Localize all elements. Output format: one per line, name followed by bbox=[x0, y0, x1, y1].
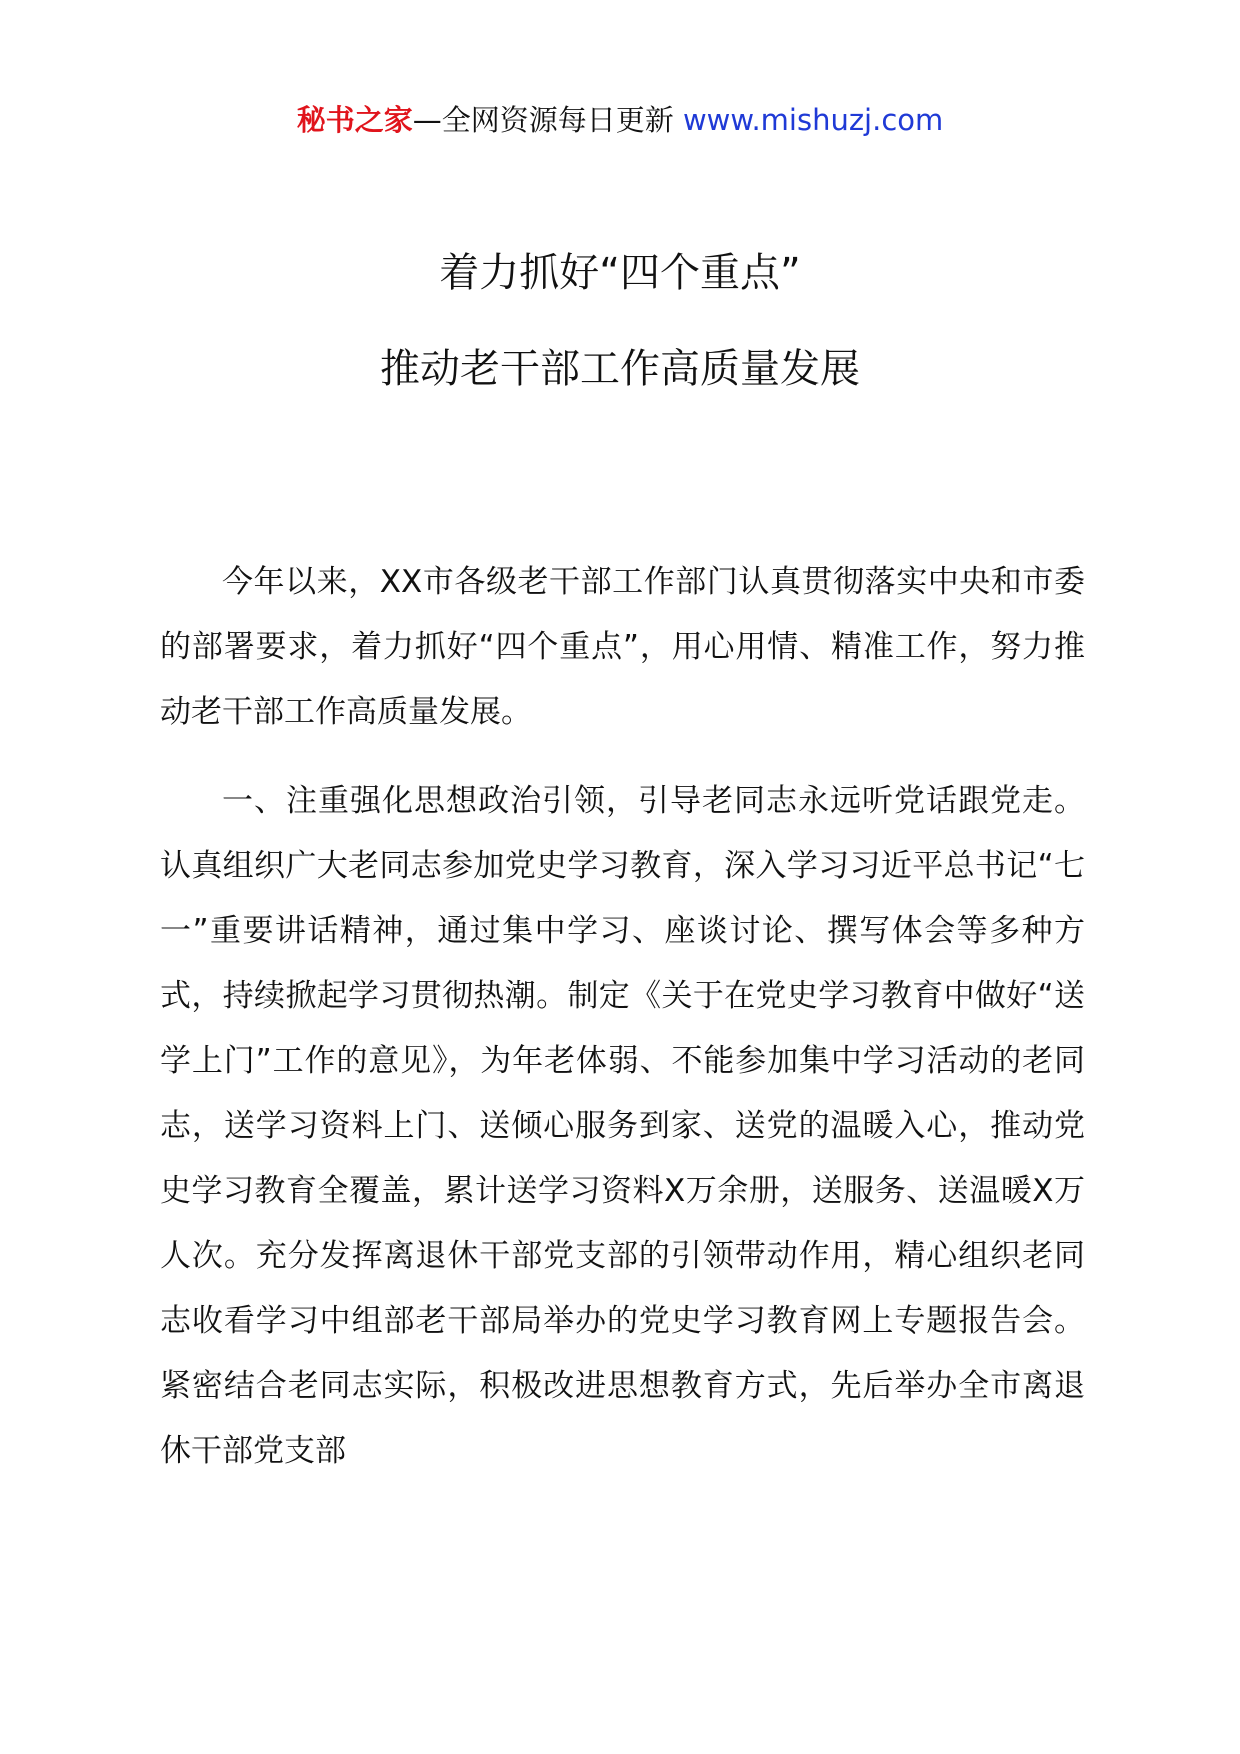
site-url-link[interactable]: www.mishuzj.com bbox=[682, 103, 944, 137]
site-header-banner bbox=[0, 100, 1240, 140]
header-tagline: —全网资源每日更新 bbox=[412, 103, 674, 137]
document-body bbox=[160, 550, 1085, 1484]
intro-paragraph: 今年以来，XX市各级老干部工作部门认真贯彻落实中央和市委的部署要求，着力抓好“四个重点”，用心用情、精准工作，努力推动老干部工作高质量发展。 bbox=[160, 564, 1085, 730]
document-title bbox=[0, 245, 1240, 397]
title-line-1: 着力抓好“四个重点” bbox=[439, 250, 801, 296]
brand-name: 秘书之家 bbox=[296, 103, 413, 137]
title-line-2: 推动老干部工作高质量发展 bbox=[380, 346, 860, 392]
section-one-paragraph: 一、注重强化思想政治引领，引导老同志永远听党话跟党走。认真组织广大老同志参加党史学习教育，深入学习习近平总书记“七一”重要讲话精神，通过集中学习、座谈讨论、撰写体会等多种方式，持续掀起学习贯彻热潮。制定《关于在党史学习教育中做好“送学上门”工作的意见》，为年老体弱、不能参加集中学习活动的老同志，送学习资料上门、送倾心服务到家、送党的温暖入心，推动党史学习教育全覆盖，累计送学习资料X万余册，送服务、送温暖X万人次。充分发挥离退休干部党支部的引领带动作用，精心组织老同志收看学习中组部老干部局举办的党史学习教育网上专题报告会。紧密结合老同志实际，积极改进思想教育方式，先后举办全市离退休干部党支部 bbox=[160, 783, 1085, 1469]
